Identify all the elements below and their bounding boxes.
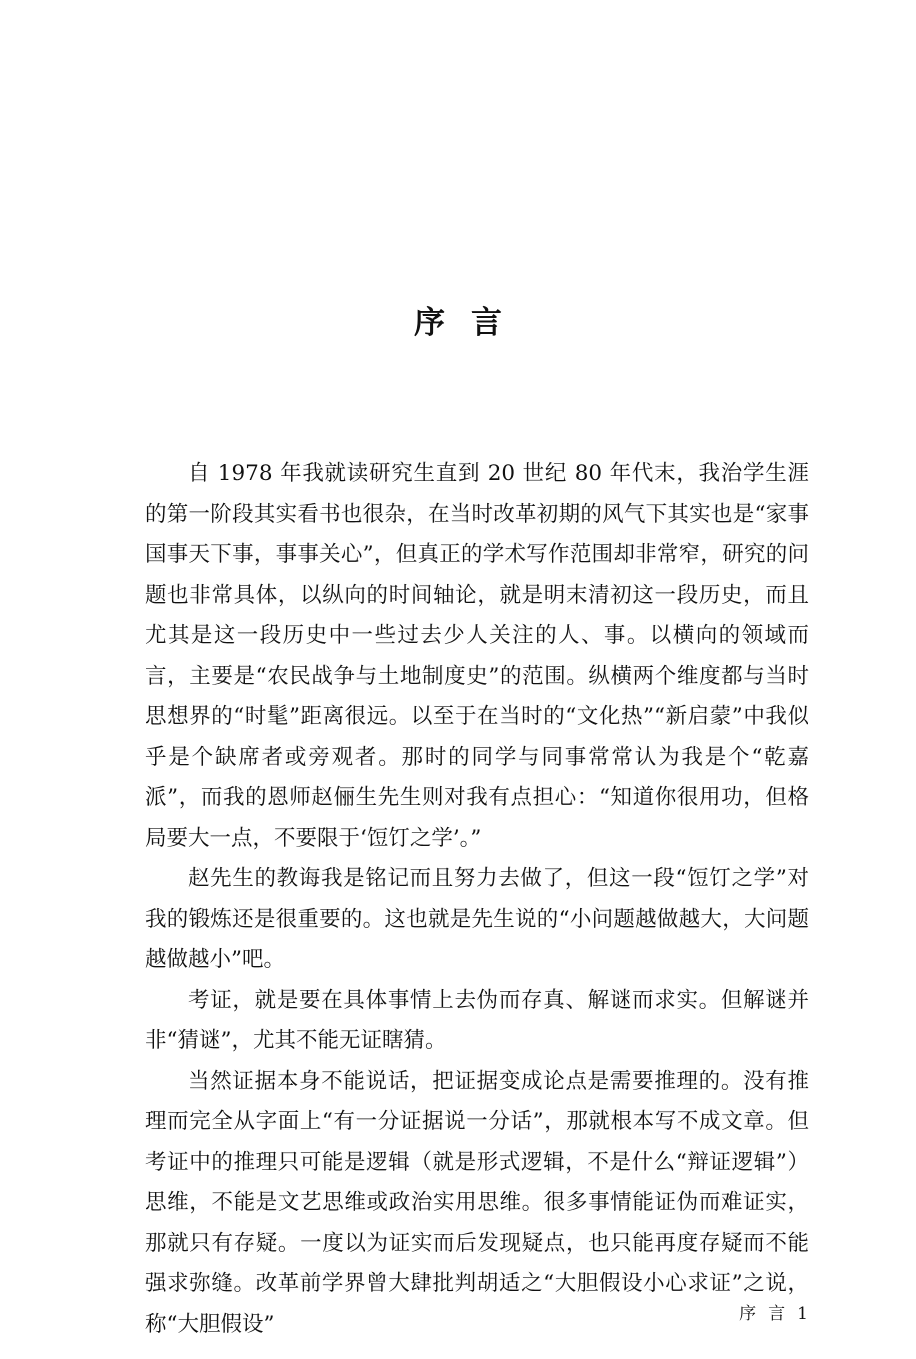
body-text — [145, 454, 809, 1345]
paragraph-1: 自 1978 年我就读研究生直到 20 世纪 80 年代末，我治学生涯的第一阶段其实看书也很杂，在当时改革初期的风气下其实也是“家事国事天下事，事事关心”，但真正的学术写作范围却非常窄，研究的问题也非常具体，以纵向的时间轴论，就是明末清初这一段历史，而且尤其是这一段历史中一些过去少人关注的人、事。以横向的领域而言，主要是“农民战争与土地制度史”的范围。纵横两个维度都与当时思想界的“时髦”距离很远。以至于在当时的“文化热”“新启蒙”中我似乎是个缺席者或旁观者。那时的同学与同事常常认为我是个“乾嘉派”，而我的恩师赵俪生先生则对我有点担心：“知道你很用功，但格局要大一点，不要限于‘饾饤之学’。” — [145, 461, 809, 851]
paragraph-4: 当然证据本身不能说话，把证据变成论点是需要推理的。没有推理而完全从字面上“有一分证据说一分话”，那就根本写不成文章。但考证中的推理只可能是逻辑（就是形式逻辑，不是什么“辩证逻辑”）思维，不能是文艺思维或政治实用思维。很多事情能证伪而难证实，那就只有存疑。一度以为证实而后发现疑点，也只能再度存疑而不能强求弥缝。改革前学界曾大肆批判胡适之“大胆假设小心求证”之说，称“大胆假设” — [145, 1068, 809, 1337]
page-footer — [739, 1302, 808, 1326]
page-number: 1 — [797, 1304, 808, 1324]
page-title: 序言 — [414, 305, 528, 341]
paragraph-3: 考证，就是要在具体事情上去伪而存真、解谜而求实。但解谜并非“猜谜”，尤其不能无证瞎猜。 — [145, 987, 809, 1053]
footer-section-title: 序言 — [739, 1304, 798, 1324]
paragraph-2: 赵先生的教诲我是铭记而且努力去做了，但这一段“饾饤之学”对我的锻炼还是很重要的。这也就是先生说的“小问题越做越大，大问题越做越小”吧。 — [145, 866, 809, 972]
